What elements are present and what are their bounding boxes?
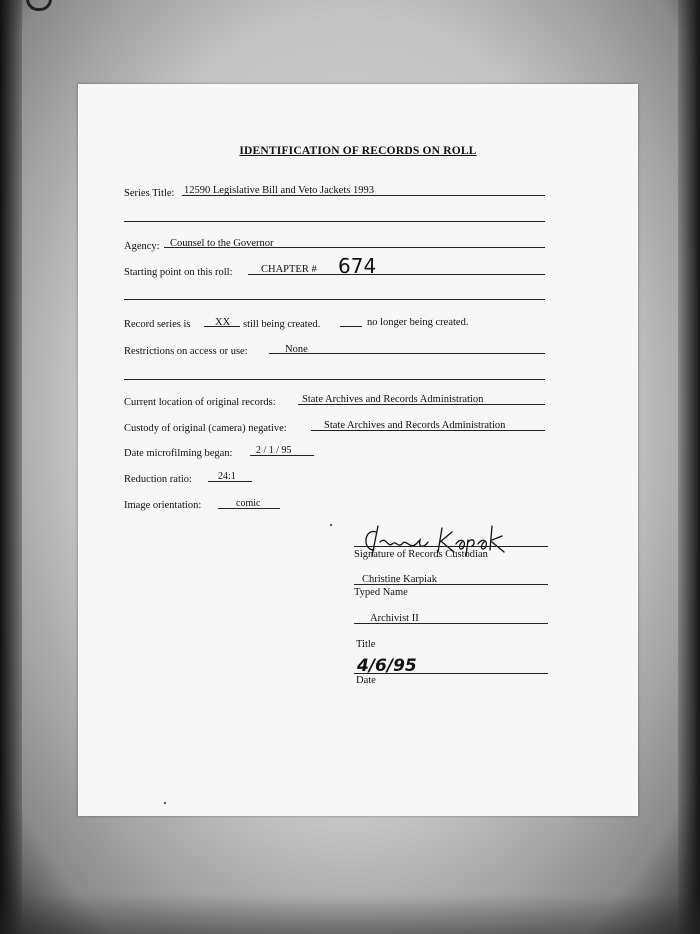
series-title-continuation-line <box>124 221 545 222</box>
date-handwritten: 4/6/95 <box>357 656 417 676</box>
form-title: IDENTIFICATION OF RECORDS ON ROLL <box>239 145 477 157</box>
series-title-label: Series Title: <box>124 188 175 199</box>
film-edge-bottom <box>0 894 700 934</box>
restrictions-continuation-line <box>124 379 545 380</box>
custody-value: State Archives and Records Administration <box>324 420 506 431</box>
custody-label: Custody of original (camera) negative: <box>124 423 287 434</box>
agency-label: Agency: <box>124 241 160 252</box>
film-edge-right <box>678 0 700 934</box>
date-began-value: 2 / 1 / 95 <box>256 445 292 456</box>
agency-value: Counsel to the Governor <box>170 238 274 249</box>
typed-name-label: Typed Name <box>354 587 408 598</box>
no-longer-label: no longer being created. <box>367 317 469 328</box>
typed-name-line <box>354 584 548 585</box>
reduction-label: Reduction ratio: <box>124 474 192 485</box>
date-began-label: Date microfilming began: <box>124 448 233 459</box>
film-corner-mark <box>26 0 52 11</box>
speck-mark <box>164 802 166 804</box>
speck-mark <box>330 524 332 526</box>
signature-line <box>354 546 548 547</box>
title-line <box>354 623 548 624</box>
orientation-label: Image orientation: <box>124 500 202 511</box>
restrictions-line <box>269 353 545 354</box>
series-title-value: 12590 Legislative Bill and Veto Jackets 1993 <box>184 185 374 196</box>
record-series-label: Record series is <box>124 319 191 330</box>
date-label: Date <box>356 675 376 686</box>
title-value: Archivist II <box>370 613 419 624</box>
starting-point-continuation-line <box>124 299 545 300</box>
orientation-value: comic <box>236 498 261 509</box>
records-form-sheet <box>78 84 638 816</box>
no-longer-blank <box>340 326 362 327</box>
typed-name-value: Christine Karpiak <box>362 574 437 585</box>
current-location-label: Current location of original records: <box>124 397 276 408</box>
current-location-value: State Archives and Records Administration <box>302 394 484 405</box>
chapter-number-handwritten: 674 <box>338 254 377 278</box>
starting-point-value: CHAPTER # <box>261 264 317 275</box>
date-line <box>354 673 548 674</box>
starting-point-label: Starting point on this roll: <box>124 267 233 278</box>
title-label: Title <box>356 639 376 650</box>
still-created-label: still being created. <box>243 319 321 330</box>
reduction-value: 24:1 <box>218 471 236 482</box>
restrictions-label: Restrictions on access or use: <box>124 346 248 357</box>
restrictions-value: None <box>285 344 308 355</box>
film-edge-left <box>0 0 22 934</box>
signature-label: Signature of Records Custodian <box>354 549 488 560</box>
record-series-mark: XX <box>215 317 231 328</box>
